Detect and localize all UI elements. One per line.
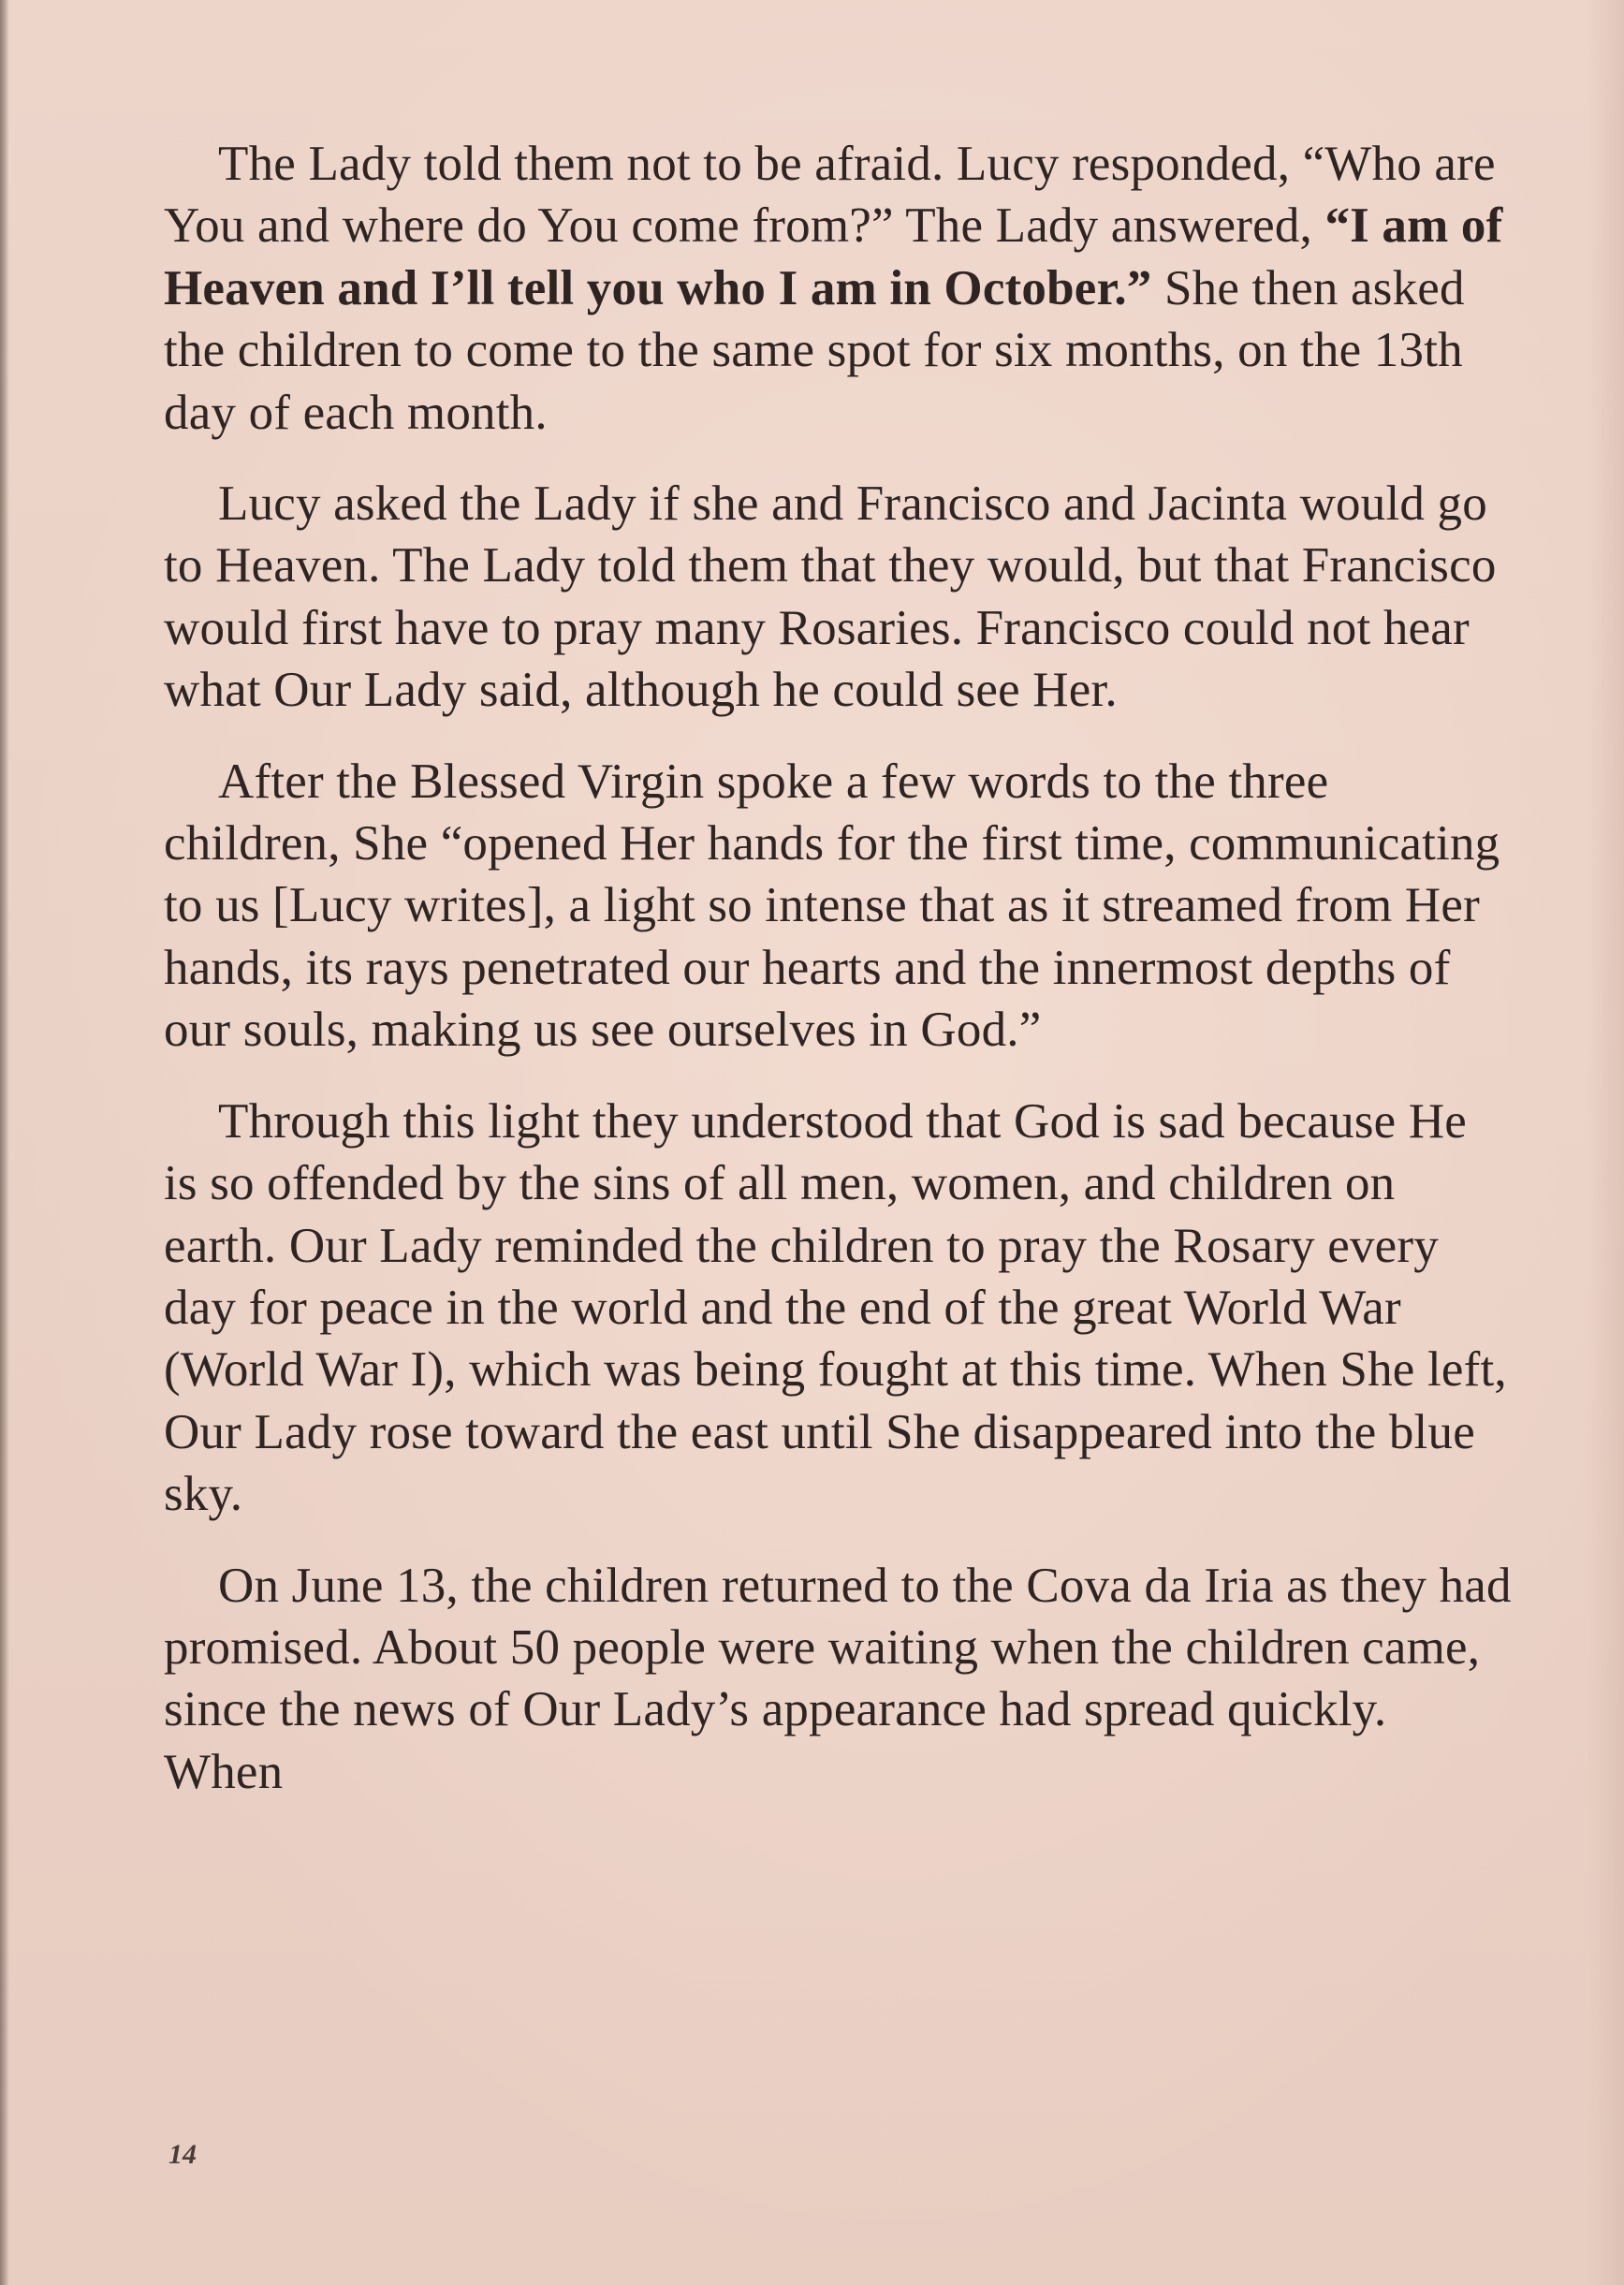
paragraph-1-bold-quote: “I am of Heaven and I’ll tell you who I am in October.” bbox=[164, 198, 1503, 315]
paragraph-5: On June 13, the children returned to the Cova da Iria as they had promised. About 50 people were waiting when the children came, since the news of Our Lady’s appearance had spread quickly. When bbox=[164, 1558, 1512, 1799]
paragraph-3: After the Blessed Virgin spoke a few words to the three children, She “opened Her hands for the first time, communicating to us [Lucy writes], a light so intense that as it streamed from Her hands, its rays penetrated our hearts and the innermost depths of our souls, making us see ourselves in God.” bbox=[164, 754, 1500, 1058]
paragraph-1-after: She then asked the children to come to the same spot for six months, on the 13th day of each month. bbox=[164, 260, 1465, 440]
paragraph-1-before: The Lady told them not to be afraid. Lucy responded, “Who are You and where do You come from?” The Lady answered, bbox=[164, 137, 1496, 254]
body-text bbox=[164, 133, 1512, 1832]
binding-shadow bbox=[0, 0, 9, 2285]
page-edge-shadow bbox=[1587, 0, 1624, 2285]
paragraph-4: Through this light they understood that God is sad because He is so offended by the sins of all men, women, and children on earth. Our Lady reminded the children to pray the Rosary every day for peace in the world and the end of the great World War (World War I), which was being fought at this time. When She left, Our Lady rose toward the east until She disappeared into the blue sky. bbox=[164, 1093, 1507, 1522]
paragraph-1 bbox=[164, 133, 1512, 444]
paragraph-2: Lucy asked the Lady if she and Francisco and Jacinta would go to Heaven. The Lady told them that they would, but that Francisco would first have to pray many Rosaries. Francisco could not hear what Our Lady said, although he could see Her. bbox=[164, 476, 1497, 718]
page-number: 14 bbox=[168, 2139, 197, 2170]
